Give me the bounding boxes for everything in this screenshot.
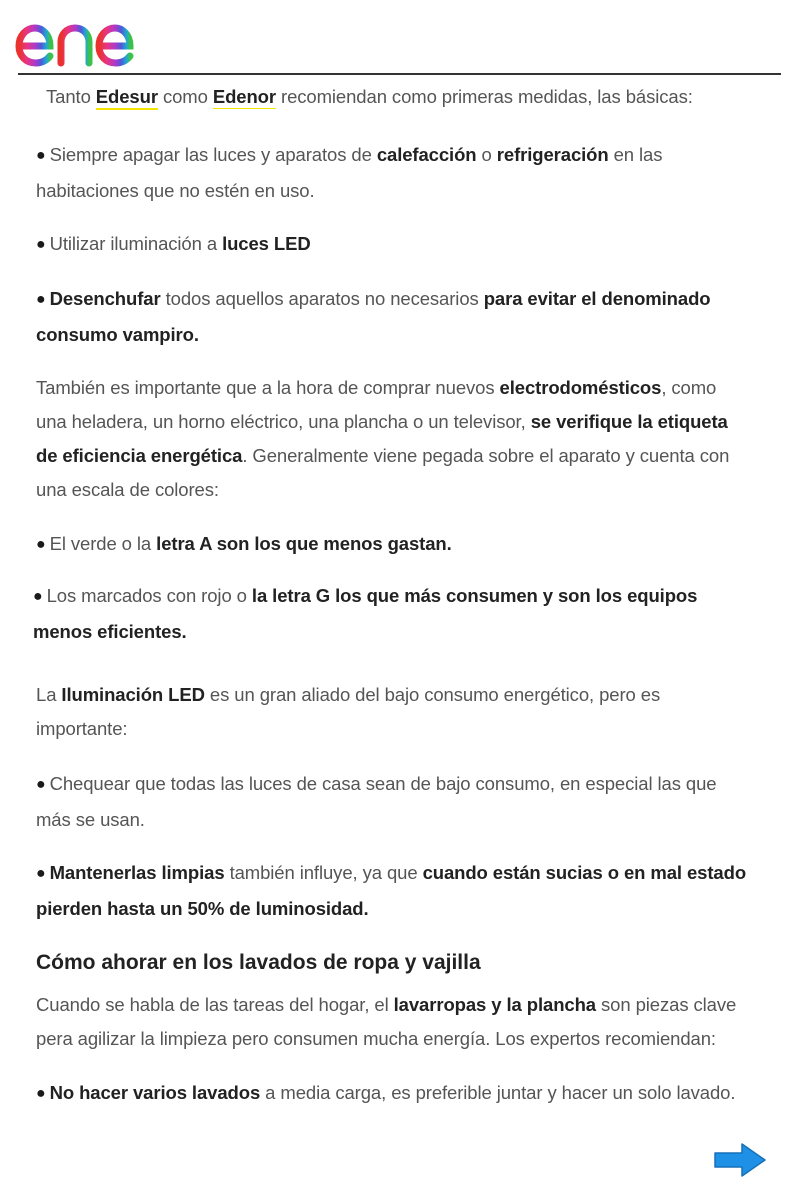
list-item: ● Chequear que todas las luces de casa sean de bajo consumo, en especial las que más se usan.: [36, 773, 717, 830]
list-item: ● Utilizar iluminación a luces LED: [36, 233, 311, 254]
bullet-icon: ●: [36, 776, 46, 793]
bullet-icon: ●: [36, 536, 46, 553]
bullet-icon: ●: [36, 147, 46, 164]
intro-paragraph: Tanto Edesur como Edenor recomiendan como primeras medidas, las básicas:: [46, 80, 693, 114]
arrow-right-icon[interactable]: [712, 1140, 768, 1180]
brand-edenor: Edenor: [212, 86, 276, 107]
list-item: ● No hacer varios lavados a media carga, es preferible juntar y hacer un solo lavado.: [36, 1082, 736, 1103]
bullet-icon: ●: [36, 291, 46, 308]
brand-edesur: Edesur: [96, 86, 158, 110]
list-item: ● Los marcados con rojo o la letra G los que más consumen y son los equipos menos eficientes.: [33, 585, 698, 642]
appliances-paragraph: También es importante que a la hora de comprar nuevos electrodomésticos, como una heladera, un horno eléctrico, una plancha o un televisor, se verifique la etiqueta de eficiencia energética. Generalmente viene pegada sobre el aparato y cuenta con una escala de colores:: [36, 377, 730, 500]
list-item: ● Desenchufar todos aquellos aparatos no necesarios para evitar el denominado consumo vampiro.: [36, 288, 711, 345]
list-item: ● El verde o la letra A son los que menos gastan.: [36, 533, 452, 554]
enel-logo: [14, 6, 184, 70]
section-heading: Cómo ahorar en los lavados de ropa y vajilla: [36, 951, 481, 974]
led-paragraph: La Iluminación LED es un gran aliado del bajo consumo energético, pero es importante:: [36, 684, 661, 739]
bullet-icon: ●: [36, 865, 46, 882]
bullet-icon: ●: [36, 236, 46, 253]
bullet-icon: ●: [36, 1085, 46, 1102]
header-divider: [18, 73, 781, 75]
list-item: ● Mantenerlas limpias también influye, ya que cuando están sucias o en mal estado pierden hasta un 50% de luminosidad.: [36, 862, 747, 919]
laundry-paragraph: Cuando se habla de las tareas del hogar, el lavarropas y la plancha son piezas clave pera agilizar la limpieza pero consumen mucha energía. Los expertos recomiendan:: [36, 994, 737, 1049]
bullet-icon: ●: [33, 588, 43, 605]
list-item: ● Siempre apagar las luces y aparatos de calefacción o refrigeración en las habitaciones que no estén en uso.: [36, 144, 663, 201]
